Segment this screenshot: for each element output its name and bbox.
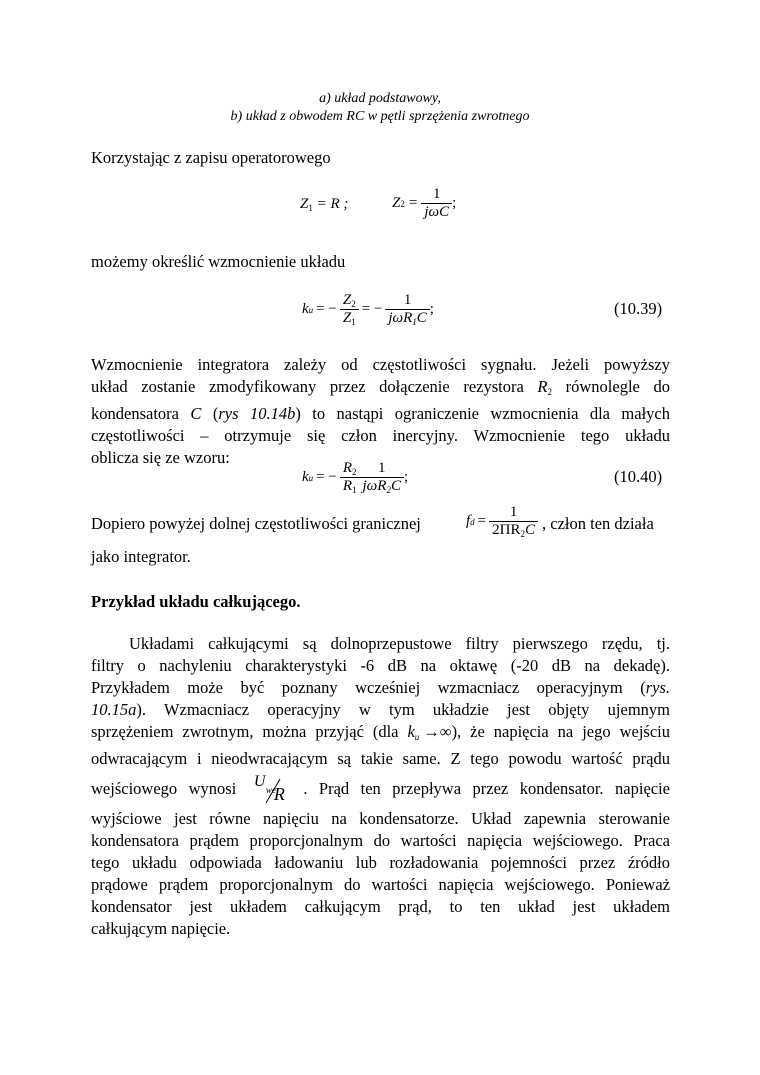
eq39-den2-sub: 1	[412, 317, 417, 327]
para2-line-4	[91, 699, 670, 721]
section-heading: Przykład układu całkującego.	[91, 592, 301, 611]
paragraph-integrator-gain	[91, 354, 670, 469]
eq39-num1: Z	[342, 292, 352, 308]
eq40-num2: 1	[377, 460, 386, 476]
eq40-den2-sub: 2	[386, 485, 391, 495]
para2-line-12: kondensator jest układem całkującym prąd, to ten układ jest układem	[91, 897, 670, 916]
eq39-fraction-1	[340, 292, 359, 327]
fraction-u-sub: we	[265, 785, 276, 796]
para2-arrow-infinity: →∞	[423, 722, 452, 741]
z2-subscript: 2	[400, 198, 405, 209]
equation-10-40	[302, 460, 408, 495]
eq40-k-sub: u	[308, 472, 314, 483]
para2-l5b: ), że napięcia na jego wejściu	[451, 722, 670, 741]
equation-10-39	[302, 292, 434, 327]
cutoff-text-pre: Dopiero powyżej dolnej częstotliwości granicznej	[91, 514, 421, 533]
para1-line-3	[91, 403, 670, 425]
cutoff-numerator: 1	[509, 504, 518, 520]
para2-figure-ref-b: 10.15a	[91, 700, 137, 719]
eq40-fraction-1	[340, 460, 360, 495]
eq40-fraction-2	[360, 460, 404, 495]
para2-line-3	[91, 677, 670, 699]
cutoff-equals: =	[477, 513, 487, 529]
z2-symbol: Z	[392, 195, 401, 211]
z2-semicolon: ;	[452, 195, 457, 211]
para1-line-1: Wzmocnienie integratora zależy od częstotliwości sygnału. Jeżeli powyższy	[91, 355, 670, 374]
eq40-den1-sub: 1	[352, 485, 357, 495]
para2-line-6: odwracającym i nieodwracającym są takie same. Z tego powodu wartość prądu	[91, 749, 670, 768]
eq39-minus-1: = −	[316, 301, 337, 317]
equation-number-10-39: (10.39)	[614, 299, 663, 318]
eq39-k: k	[302, 301, 309, 317]
figure-caption-line-1: a) układ podstawowy,	[319, 91, 441, 106]
cutoff-text-post: , człon ten działa	[542, 514, 654, 533]
gain-intro-text: możemy określić wzmocnienie układu	[91, 252, 346, 271]
formula-z1	[300, 196, 348, 213]
para2-l7b: . Prąd ten przepływa przez kondensator. napięcie	[303, 779, 671, 798]
eq39-semicolon: ;	[429, 301, 434, 317]
cutoff-fraction	[489, 504, 538, 539]
eq39-num1-sub: 2	[351, 299, 356, 309]
paragraph-integrator-example	[91, 633, 670, 940]
eq39-fraction-2	[385, 292, 429, 327]
eq40-num1-sub: 2	[352, 467, 357, 477]
para2-line-7	[91, 770, 670, 808]
cutoff-text-line-2: jako integrator.	[91, 547, 191, 566]
z1-symbol: Z	[300, 196, 309, 212]
cutoff-f: f	[466, 513, 471, 529]
para2-line-11: prądowe prądem proporcjonalnym do wartości napięcia wejściowego. Ponieważ	[91, 875, 670, 894]
para2-line-1: Układami całkującymi są dolnoprzepustowe filtry pierwszego rzędu, tj.	[129, 634, 670, 653]
figure-caption-line-2: b) układ z obwodem RC w pętli sprzężenia zwrotnego	[230, 109, 530, 124]
para2-l4b: ). Wzmacniacz operacyjny w tym układzie jest objęty ujemnym	[136, 700, 670, 719]
cutoff-den-sub: 2	[520, 529, 525, 539]
eq40-den2a: jωR	[362, 478, 387, 494]
para2-l7a: wejściowego wynosi	[91, 779, 237, 798]
para2-figure-ref-a: rys.	[645, 678, 670, 697]
cutoff-f-sub: d	[470, 516, 475, 527]
para1-c: C	[190, 404, 202, 423]
para1-r2-sub: 2	[547, 387, 553, 397]
para1-l2a: układ zostanie zmodyfikowany przez dołączenie rezystora	[91, 377, 538, 396]
eq39-k-sub: u	[308, 304, 314, 315]
eq39-den1: Z	[342, 310, 352, 326]
formula-z2	[392, 186, 456, 221]
para2-line-5	[91, 721, 670, 748]
para1-line-4: częstotliwości – otrzymuje się człon inercyjny. Wzmocnienie tego układu	[91, 426, 670, 445]
para1-l3a: kondensatora	[91, 404, 191, 423]
para1-l3d: ) to nastąpi ograniczenie wzmocnienia dla małych	[295, 404, 670, 423]
para1-l3b: (	[201, 404, 219, 423]
z2-denominator: jωC	[421, 203, 452, 221]
z2-fraction	[421, 186, 452, 221]
para2-line-2: filtry o nachyleniu charakterystyki -6 dB na oktawę (-20 dB na dekadę).	[91, 656, 670, 675]
eq39-num2: 1	[403, 292, 412, 308]
para2-ku-sub: u	[414, 732, 420, 742]
z1-value: = R ;	[316, 196, 349, 212]
z1-subscript: 1	[308, 203, 313, 213]
eq39-minus-2: = −	[361, 301, 383, 317]
para2-line-8: wyjściowe jest równe napięciu na kondensatorze. Układ zapewnia sterowanie	[91, 809, 670, 828]
para2-line-13: całkującym napięcie.	[91, 919, 231, 938]
fraction-r: R	[273, 784, 285, 805]
cutoff-formula	[466, 504, 538, 539]
fraction-slash	[248, 773, 292, 807]
eq40-num1: R	[342, 460, 353, 476]
input-current-fraction	[248, 773, 292, 807]
eq40-minus: = −	[316, 469, 337, 485]
para1-line-5: oblicza się ze wzoru:	[91, 448, 230, 467]
para2-line-9: kondensatora prądem proporcjonalnym do wartości napięcia wejściowego. Praca	[91, 831, 670, 850]
para2-l3a: Przykładem może być poznany wcześniej wzmacniacz operacyjnym (	[91, 678, 646, 697]
eq40-den1: R	[342, 478, 353, 494]
para2-line-10: tego układu odpowiada ładowaniu lub rozładowania pojemności przez źródło	[91, 853, 670, 872]
para2-l5a: sprzężeniem zwrotnym, można przyjąć (dla	[91, 722, 408, 741]
fraction-u: U	[253, 773, 266, 791]
eq39-den2b: C	[416, 310, 427, 326]
para1-l2b: równolegle do	[552, 377, 670, 396]
equation-number-10-40: (10.40)	[614, 467, 663, 486]
intro-text: Korzystając z zapisu operatorowego	[91, 148, 331, 167]
para1-figure-ref: rys 10.14b	[218, 404, 296, 423]
eq39-den1-sub: 1	[351, 317, 356, 327]
eq40-k: k	[302, 469, 309, 485]
para1-r2: R	[537, 377, 548, 396]
z2-numerator: 1	[432, 186, 441, 202]
eq39-den2a: jωR	[388, 310, 413, 326]
eq40-semicolon: ;	[403, 469, 409, 485]
cutoff-den-b: C	[524, 522, 535, 538]
eq40-den2b: C	[390, 478, 401, 494]
para1-line-2	[91, 376, 670, 403]
para2-ku: k	[407, 722, 415, 741]
z2-equals: =	[408, 195, 418, 211]
cutoff-den-a: 2ΠR	[492, 522, 521, 538]
